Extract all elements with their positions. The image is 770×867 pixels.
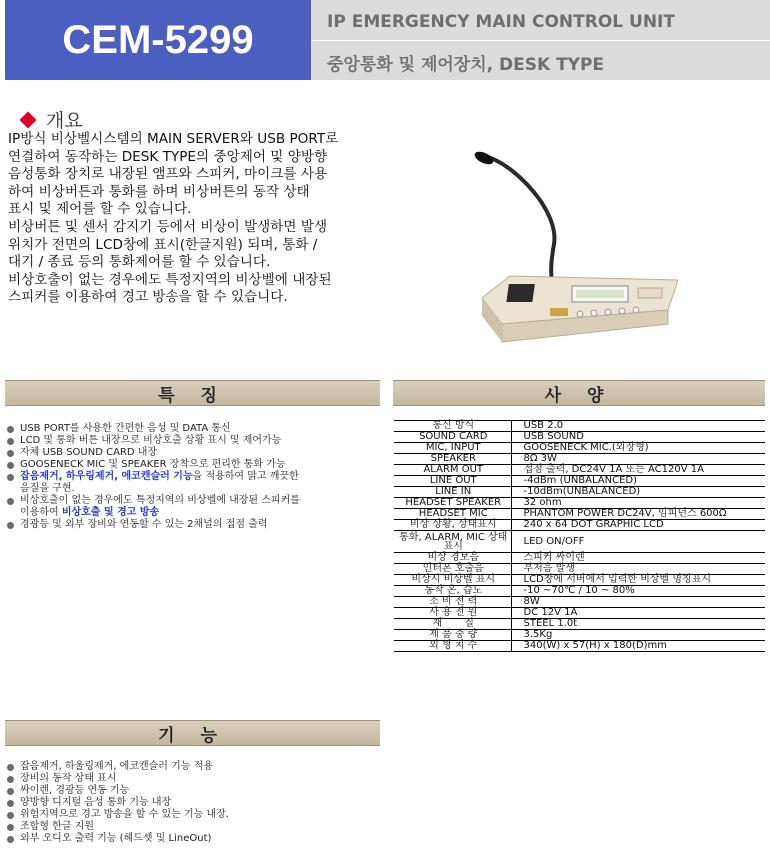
overview-line: 비상호출이 없는 경우에도 특정지역의 비상벨에 내장된 [8,271,332,288]
product-name-ko: 중앙통화 및 제어장치, DESK TYPE [327,55,605,75]
overview-title: 개요 [46,110,83,132]
list-item [6,435,300,447]
table-row [394,564,765,575]
spec-key: SPEAKER [394,454,511,465]
spec-key: 인터폰 호출음 [394,564,511,575]
table-row [394,443,765,454]
table-row [394,509,765,520]
overview-text [8,131,378,307]
table-row [394,597,765,608]
feature-text: 경광등 및 외부 장비와 연동할 수 있는 2채널의 접점 출력 [20,519,268,530]
spec-value: LCD창에 서버에서 입력한 비상벨 명칭표시 [511,575,765,586]
spec-key: SOUND CARD [394,432,511,443]
spec-value: USB 2.0 [511,421,765,432]
spec-key: 통화, ALARM, MIC 상태표시 [394,531,511,553]
spec-value: -10dBm(UNBALANCED) [511,487,765,498]
feature-text: 을 적용하여 맑고 깨끗한 [192,471,299,482]
spec-key: 재 질 [394,619,511,630]
overview-heading [22,106,83,133]
table-row [394,421,765,432]
spec-value: GOOSENECK MIC.(외장형) [511,443,765,454]
table-row [394,465,765,476]
features-title: 특 징 [158,385,227,406]
list-item [6,447,300,459]
list-item [6,821,229,833]
function-text: 외부 오디오 출력 기능 (헤드셋 및 LineOut) [20,833,212,844]
spec-value: 8W [511,597,765,608]
table-row [394,454,765,465]
list-item [6,495,300,507]
list-item-continued [6,507,300,519]
spec-key: 제 품 중 량 [394,630,511,641]
table-row [394,498,765,509]
spec-key: 통신 방식 [394,421,511,432]
table-row [394,586,765,597]
feature-text: LCD 및 통화 버튼 내장으로 비상호출 상황 표시 및 제어가능 [20,435,282,446]
feature-text: 자체 USB SOUND CARD 내장 [20,447,158,458]
spec-key: HEADSET SPEAKER [394,498,511,509]
functions-list [6,761,229,845]
spec-value: LED ON/OFF [511,531,765,553]
list-item [6,471,300,483]
model-title: CEM-5299 [62,17,254,62]
product-name-en: IP EMERGENCY MAIN CONTROL UNIT [327,12,675,32]
list-item [6,761,229,773]
spec-key: 동작 온, 습도 [394,586,511,597]
table-row [394,520,765,531]
specs-header [393,380,765,406]
list-item [6,809,229,821]
list-item [6,459,300,471]
product-photo [472,148,678,344]
function-text: 양방향 디지털 음성 통화 기능 내장 [20,797,172,808]
spec-value: DC 12V 1A [511,608,765,619]
list-item [6,797,229,809]
function-text: 조합형 한글 지원 [20,821,94,832]
functions-header [5,720,380,746]
table-row [394,476,765,487]
spec-value: PHANTOM POWER DC24V, 임피던스 600Ω [511,509,765,520]
table-row [394,608,765,619]
features-header [5,380,380,406]
list-item [6,833,229,845]
table-row [394,641,765,652]
spec-value: 340(W) x 57(H) x 180(D)mm [511,641,765,652]
list-item [6,785,229,797]
spec-value: -4dBm (UNBALANCED) [511,476,765,487]
table-row [394,553,765,564]
spec-value: -10 ~70℃ / 10 ~ 80% [511,586,765,597]
header-divider [311,40,770,41]
product-name-banner [311,0,770,80]
specs-title: 사 양 [544,385,614,406]
feature-highlight: 비상호출 및 경고 방송 [61,507,160,518]
features-list [6,423,300,531]
table-row [394,619,765,630]
overview-line: 음성통화 장치로 내장된 앰프와 스피커, 마이크를 사용 [8,166,328,183]
spec-key: HEADSET MIC [394,509,511,520]
spec-value: 3.5Kg [511,630,765,641]
table-row [394,531,765,553]
spec-key: LINE OUT [394,476,511,487]
spec-value: 240 x 64 DOT GRAPHIC LCD [511,520,765,531]
table-row [394,575,765,586]
table-row [394,432,765,443]
list-item [6,773,229,785]
functions-title: 기 능 [158,725,227,746]
function-text: 위험지역으로 경고 방송을 할 수 있는 기능 내장. [20,809,229,820]
spec-key: 비상 상황, 상태표시 [394,520,511,531]
overview-line: 비상버튼 및 센서 감지기 등에서 비상이 발생하면 발생 [8,218,328,235]
feature-text: USB PORT를 사용한 간편한 음성 및 DATA 통신 [20,423,231,434]
feature-text: 이용하여 [20,507,62,518]
feature-text: GOOSENECK MIC 및 SPEAKER 장착으로 편리한 통화 가능 [20,459,286,470]
list-item-continued [6,483,300,495]
overview-line: 연결하여 동작하는 DESK TYPE의 중앙제어 및 양방향 [8,148,328,165]
spec-key: 외 형 치 수 [394,641,511,652]
function-text: 싸이렌, 경광등 연동 기능 [20,785,130,796]
spec-value: 32 ohm [511,498,765,509]
spec-key: 비상시 비상벨 표시 [394,575,511,586]
overview-line: 위치가 전면의 LCD창에 표시(한글지원) 되며, 통화 / [8,236,318,253]
spec-key: 소 비 전 력 [394,597,511,608]
diamond-icon [20,111,37,128]
model-banner [5,0,311,80]
function-text: 잡음제거, 하울링제거, 에코캔슬러 기능 적용 [20,761,213,772]
feature-highlight: 잡음제거, 하우링제거, 에코캔슬러 기능 [20,471,193,482]
overview-line: IP방식 비상벨시스템의 MAIN SERVER와 USB PORT로 [8,131,339,147]
table-row [394,630,765,641]
list-item [6,519,300,531]
spec-key: ALARM OUT [394,465,511,476]
spec-key: 사 용 전 원 [394,608,511,619]
overview-line: 하여 비상버튼과 통화를 하며 비상버튼의 동작 상태 [8,183,310,200]
spec-key: 비상 경보음 [394,553,511,564]
overview-line: 대기 / 종료 등의 통화제어를 할 수 있습니다. [8,254,271,271]
spec-value: STEEL 1.0t [511,619,765,630]
spec-value: 부저음 발생 [511,564,765,575]
overview-line: 스피커를 이용하여 경고 방송을 할 수 있습니다. [8,289,288,306]
spec-value: USB SOUND [511,432,765,443]
list-item [6,423,300,435]
spec-value: 스피커 싸이렌 [511,553,765,564]
specs-table [394,420,765,652]
overview-line: 표시 및 제어를 할 수 있습니다. [8,201,192,218]
feature-text: 음질을 구현. [20,483,75,494]
function-text: 장비의 동작 상태 표시 [20,773,117,784]
spec-value: 접점 출력, DC24V 1A 또는 AC120V 1A [511,465,765,476]
feature-text: 비상호출이 없는 경우에도 특정지역의 비상벨에 내장된 스피커를 [20,495,300,506]
spec-key: MIC, INPUT [394,443,511,454]
spec-key: LINE IN [394,487,511,498]
table-row [394,487,765,498]
spec-value: 8Ω 3W [511,454,765,465]
